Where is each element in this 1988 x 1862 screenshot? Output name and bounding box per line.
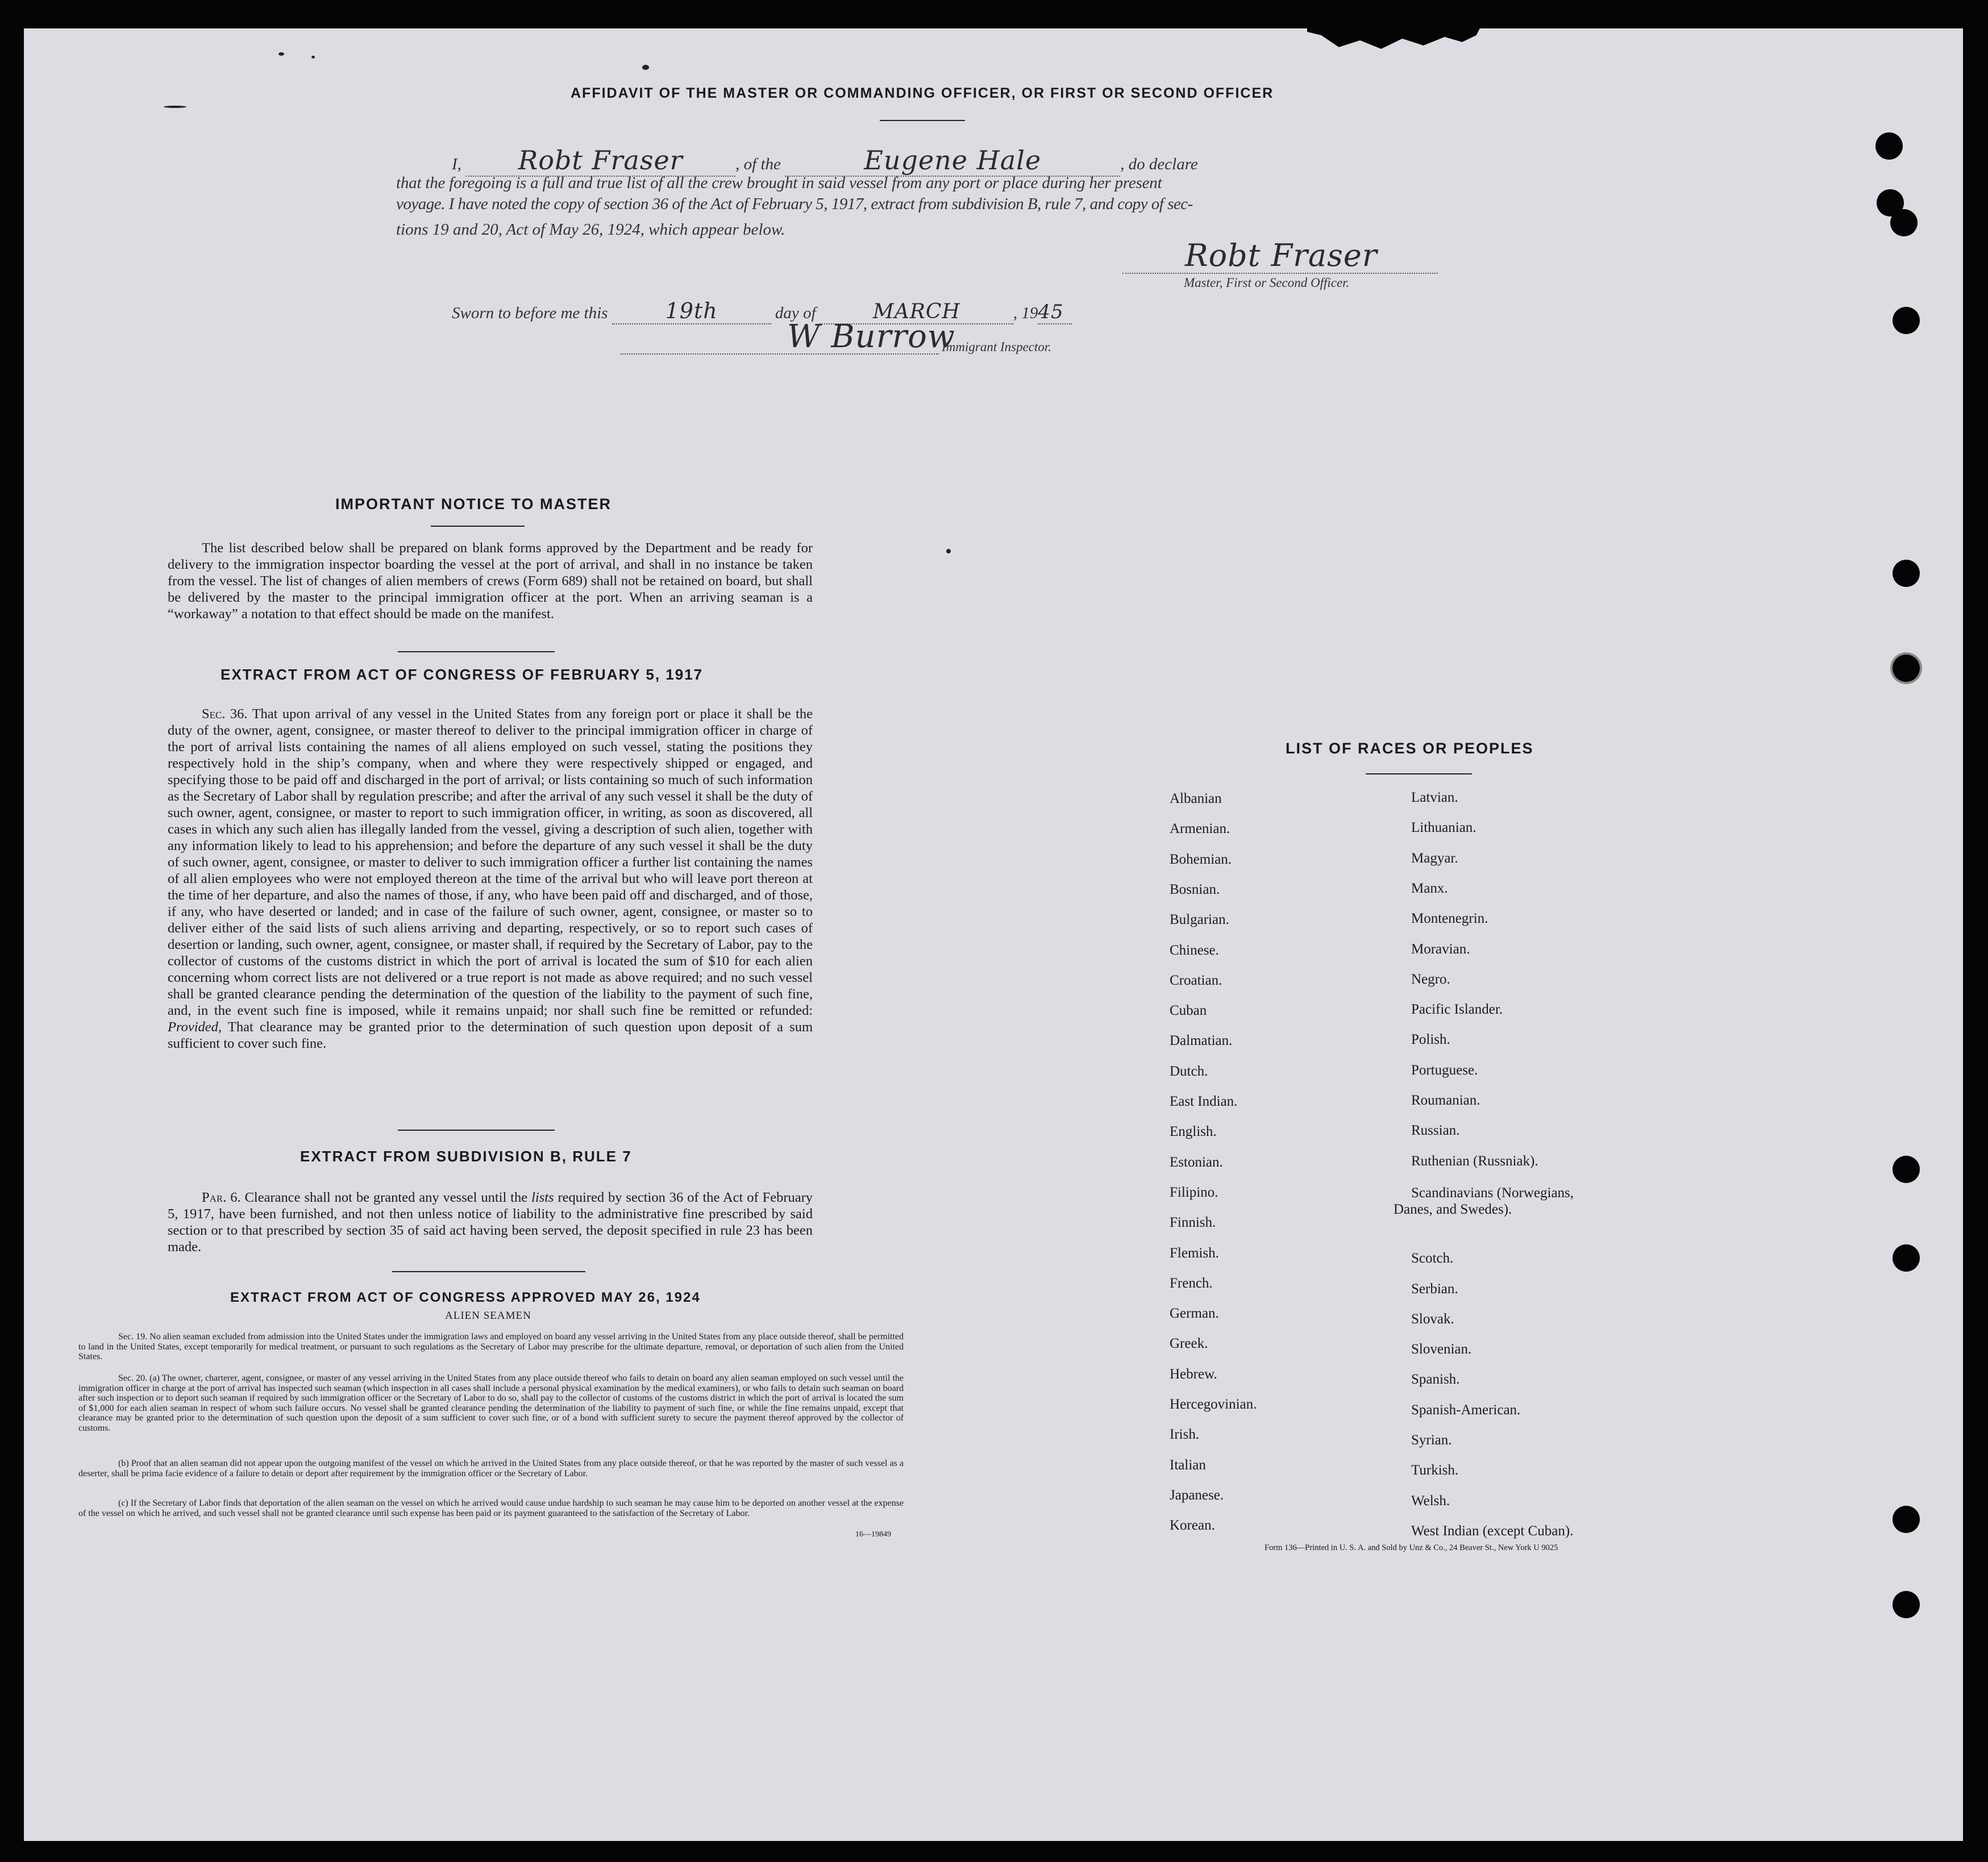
par-6-label: Par. 6. xyxy=(202,1190,241,1205)
sec-36-text-end: That clearance may be granted prior to the determination of such question upon deposit of a sum sufficient to cover such fine. xyxy=(168,1019,813,1051)
race-item: Pacific Islander. xyxy=(1411,1002,1503,1018)
race-item: Manx. xyxy=(1411,880,1448,896)
vessel-name: Eugene Hale xyxy=(864,145,1042,176)
punch-hole xyxy=(1893,1244,1920,1272)
master-caption: Master, First or Second Officer. xyxy=(1184,276,1350,290)
race-item: Japanese. xyxy=(1170,1487,1224,1503)
race-item: Slovak. xyxy=(1411,1311,1454,1327)
race-item: French. xyxy=(1170,1275,1213,1291)
race-item: Irish. xyxy=(1170,1427,1200,1443)
race-item: Albanian xyxy=(1170,791,1222,806)
affidavit-name-line xyxy=(452,145,1198,177)
speck xyxy=(164,106,186,108)
affidavit-title: AFFIDAVIT OF THE MASTER OR COMMANDING OFFICER, OR FIRST OR SECOND OFFICER xyxy=(571,85,1274,101)
divider xyxy=(392,1271,585,1272)
race-item: Hercegovinian. xyxy=(1170,1397,1257,1412)
affidavit-body-line: voyage. I have noted the copy of section 36 of the Act of February 5, 1917, extract from subdivision B, rule 7, and copy of sec- xyxy=(396,195,1193,213)
sworn-label: Sworn to before me this xyxy=(452,304,608,322)
race-item: Magyar. xyxy=(1411,850,1458,866)
punch-hole xyxy=(1893,655,1920,682)
sworn-year: 45 xyxy=(1038,301,1064,323)
speck xyxy=(311,56,315,59)
sworn-day-field xyxy=(612,298,771,324)
race-item: Croatian. xyxy=(1170,972,1222,988)
alien-seamen-subtitle: ALIEN SEAMEN xyxy=(445,1310,531,1322)
punch-hole xyxy=(1890,209,1918,236)
speck xyxy=(278,52,284,56)
year-prefix: , 19 xyxy=(1013,304,1038,322)
sec-19-text: Sec. 19. No alien seaman excluded from admission into the United States under the immigration laws and employed on board any vessel arriving in the United States from any place outside thereof, shall be permitted to land in the United States, except temporarily for medical treatment, or pursuant to such regulations as the Secretary of Labor may prescribe for the ultimate departure, removal, or deportation of such alien from the United States. xyxy=(78,1332,904,1361)
race-item: Lithuanian. xyxy=(1411,820,1477,836)
race-item: Filipino. xyxy=(1170,1184,1218,1200)
master-signature: Robt Fraser xyxy=(1185,238,1378,273)
form-note: Form 136—Printed in U. S. A. and Sold by Unz & Co., 24 Beaver St., New York U 9025 xyxy=(1265,1543,1558,1552)
race-item: German. xyxy=(1170,1306,1219,1322)
print-code: 16—19849 xyxy=(855,1530,891,1539)
sec-20a-text: Sec. 20. (a) The owner, charterer, agent, consignee, or master of any vessel arriving in the United States from any place outside thereof who fails to detain on board any alien seaman employed on such vessel until the immigration officer in charge at the port of arrival has inspected such seaman (which inspection in all cases shall include a personal physical examination by the medical examiners), or who fails to detain such seaman on board after such inspection or to deport such seaman if required by such immigration officer or the Secretary of Labor to do so, shall pay to the collector of customs of the customs district in which the port of arrival is located the sum of $1,000 for each alien seaman in respect of whom such failure occurs. No vessel shall be granted clearance pending the determination of the liability to payment of such fine, or while the fine remains unpaid, except that clearance may be granted prior to the determination of such question upon the deposit of a sum sufficient to cover such fine, or of a bond with sufficient surety to secure the payment thereof approved by the collector of customs. xyxy=(78,1373,904,1433)
races-title: LIST OF RACES OR PEOPLES xyxy=(1286,740,1534,757)
sec-36-label: Sec. 36. xyxy=(202,706,248,722)
vessel-name-field xyxy=(785,145,1120,177)
race-item: East Indian. xyxy=(1170,1094,1238,1109)
affidavit-body-line: that the foregoing is a full and true list of all the crew brought in said vessel from any port or place during her present xyxy=(396,174,1162,192)
race-item: Cuban xyxy=(1170,1003,1207,1019)
inspector-signature: W Burrow xyxy=(787,318,955,355)
race-item: Chinese. xyxy=(1170,942,1219,958)
speck xyxy=(642,65,649,70)
race-item: West Indian (except Cuban). xyxy=(1411,1523,1574,1539)
sworn-day: 19th xyxy=(665,298,718,323)
sec-20c-text: (c) If the Secretary of Labor finds that deportation of the alien seaman on the vessel on which he arrived would cause undue hardship to such seaman he may cause him to be deported on another vessel at the expense of the vessel on which he arrived, and such vessel shall not be granted clearance until such expense has been paid or its payment guaranteed to the satisfaction of the Secretary of Labor. xyxy=(78,1498,904,1518)
officer-name-field xyxy=(465,145,735,177)
par-6-text-end: required by section 36 of the Act of February 5, 1917, have been furnished, and not then unless notice of liability to the administrative fine prescribed by said section or to that prescribed by section 35 of said act having been served, the deposit specified in rule 23 has been made. xyxy=(168,1190,813,1255)
par-6-text: Clearance shall not be granted any vessel until the xyxy=(244,1190,528,1205)
race-item: Flemish. xyxy=(1170,1245,1219,1261)
divider xyxy=(880,120,965,121)
notice-title: IMPORTANT NOTICE TO MASTER xyxy=(335,495,612,513)
race-item: Bulgarian. xyxy=(1170,912,1229,928)
sworn-line xyxy=(452,298,1072,324)
sworn-month: MARCH xyxy=(872,300,960,323)
race-item: Moravian. xyxy=(1411,941,1470,957)
extract-1924-title: EXTRACT FROM ACT OF CONGRESS APPROVED MAY 26, 1924 xyxy=(230,1290,701,1305)
of-the-label: , of the xyxy=(735,155,781,173)
punch-hole xyxy=(1893,560,1920,587)
race-item: English. xyxy=(1170,1124,1217,1140)
divider xyxy=(398,1130,555,1131)
affidavit-body-line: tions 19 and 20, Act of May 26, 1924, which appear below. xyxy=(396,220,785,239)
punch-hole xyxy=(1875,132,1903,160)
race-item: Polish. xyxy=(1411,1032,1450,1048)
notice-body: The list described below shall be prepared on blank forms approved by the Department and be ready for delivery to the immigration inspector boarding the vessel at the port of arrival, and shall in no instance be taken from the vessel. The list of changes of alien members of crews (Form 689) shall not be retained on board, but shall be delivered by the master to the principal immigration officer at the port. When an arriving seaman is a “workaway” a notation to that effect should be made on the manifest. xyxy=(168,540,813,622)
race-item: Latvian. xyxy=(1411,790,1458,805)
race-item: Syrian. xyxy=(1411,1432,1452,1448)
i-label: I, xyxy=(452,155,461,173)
race-item: Korean. xyxy=(1170,1518,1215,1534)
race-item: Bosnian. xyxy=(1170,881,1220,897)
race-item: Slovenian. xyxy=(1411,1342,1472,1357)
sec-36-text: That upon arrival of any vessel in the United States from any foreign port or place it shall be the duty of the owner, agent, consignee, or master thereof to deliver to the principal immigration officer in charge of the port of arrival lists containing the names of all aliens employed on such vessel, stating the positions they respectively hold in the ship’s company, when and where they were respectively shipped or engaged, and specifying those to be paid off and discharged in the port of arrival; or lists containing so much of such information as the Secretary of Labor shall by regulation prescribe; and after the arrival of any such vessel it shall be the duty of such owner, agent, consignee, or master to report to such immigration officer, in writing, as soon as discovered, all cases in which any such alien has illegally landed from the vessel, giving a description of such alien, together with any information likely to lead to his apprehension; and before the departure of any such vessel it shall be the duty of such owner, agent, consignee, or master to deliver to such immigration officer a further list containing the names of all alien employees who were not employed thereon at the time of the arrival but who will leave port thereon at the time of her departure, and also the names of those, if any, who have been paid off and discharged, and of those, if any, who have deserted or landed; and in case of the failure of such owner, agent, consignee, or master so to deliver either of the said lists of such aliens arriving and departing, respectively, or so to report such cases of desertion or landing, such owner, agent, consignee, or master shall, if required by the Secretary of Labor, pay to the collector of customs of the customs district in which the port of arrival is located the sum of $10 for each alien concerning whom correct lists are not delivered or a true report is not made as above required; and no such vessel shall be granted clearance pending the determination of the question of the liability to the payment of such fine, and, in the event such fine is imposed, while it remains unpaid; nor shall such fine be remitted or refunded: xyxy=(168,706,813,1018)
race-item: Danes, and Swedes). xyxy=(1394,1201,1512,1217)
subdivision-b-title: EXTRACT FROM SUBDIVISION B, RULE 7 xyxy=(300,1148,632,1165)
race-item: Estonian. xyxy=(1170,1154,1223,1170)
race-item: Bohemian. xyxy=(1170,851,1232,867)
sworn-year-field xyxy=(1038,301,1072,324)
do-declare-label: , do declare xyxy=(1120,155,1198,173)
race-item: Roumanian. xyxy=(1411,1093,1480,1108)
punch-hole xyxy=(1893,307,1920,334)
race-item: Finnish. xyxy=(1170,1215,1216,1231)
race-item: Scotch. xyxy=(1411,1251,1454,1267)
race-item: Negro. xyxy=(1411,971,1450,987)
race-item: Serbian. xyxy=(1411,1281,1458,1297)
officer-name: Robt Fraser xyxy=(518,145,683,176)
extract-1917-title: EXTRACT FROM ACT OF CONGRESS OF FEBRUARY 5, 1917 xyxy=(221,666,704,683)
race-item: Spanish. xyxy=(1411,1372,1460,1388)
race-item: Greek. xyxy=(1170,1336,1208,1352)
race-item: Montenegrin. xyxy=(1411,911,1488,927)
day-of-label: day of xyxy=(775,304,816,322)
provided-word: Provided, xyxy=(168,1019,222,1035)
race-item: Spanish-American. xyxy=(1411,1402,1521,1418)
race-item: Hebrew. xyxy=(1170,1366,1217,1382)
race-item: Dalmatian. xyxy=(1170,1033,1233,1049)
punch-hole xyxy=(1893,1591,1920,1618)
divider xyxy=(398,651,555,652)
race-item: Dutch. xyxy=(1170,1063,1208,1079)
race-item: Turkish. xyxy=(1411,1463,1459,1478)
punch-hole xyxy=(1893,1156,1920,1183)
subdivision-b-body xyxy=(168,1189,813,1255)
race-item: Italian xyxy=(1170,1457,1206,1473)
race-item: Ruthenian (Russniak). xyxy=(1411,1153,1538,1169)
race-item: Russian. xyxy=(1411,1123,1460,1139)
race-item: Portuguese. xyxy=(1411,1062,1478,1078)
divider xyxy=(1366,773,1472,774)
sec-20b-text: (b) Proof that an alien seaman did not appear upon the outgoing manifest of the vessel on which he arrived in the United States from any place outside thereof, or that he was reported by the master of such vessel as a deserter, shall be prima facie evidence of a failure to detain or deport after requirement by the immigration officer or the Secretary of Labor. xyxy=(78,1459,904,1478)
race-item: Armenian. xyxy=(1170,821,1230,837)
speck xyxy=(946,549,951,553)
divider xyxy=(431,526,525,527)
race-item: Welsh. xyxy=(1411,1493,1450,1509)
lists-word: lists xyxy=(531,1190,554,1205)
inspector-caption: Immigrant Inspector. xyxy=(942,340,1051,354)
punch-hole xyxy=(1893,1506,1920,1533)
extract-1917-body xyxy=(168,706,813,1052)
race-item: Scandinavians (Norwegians, xyxy=(1411,1185,1574,1201)
